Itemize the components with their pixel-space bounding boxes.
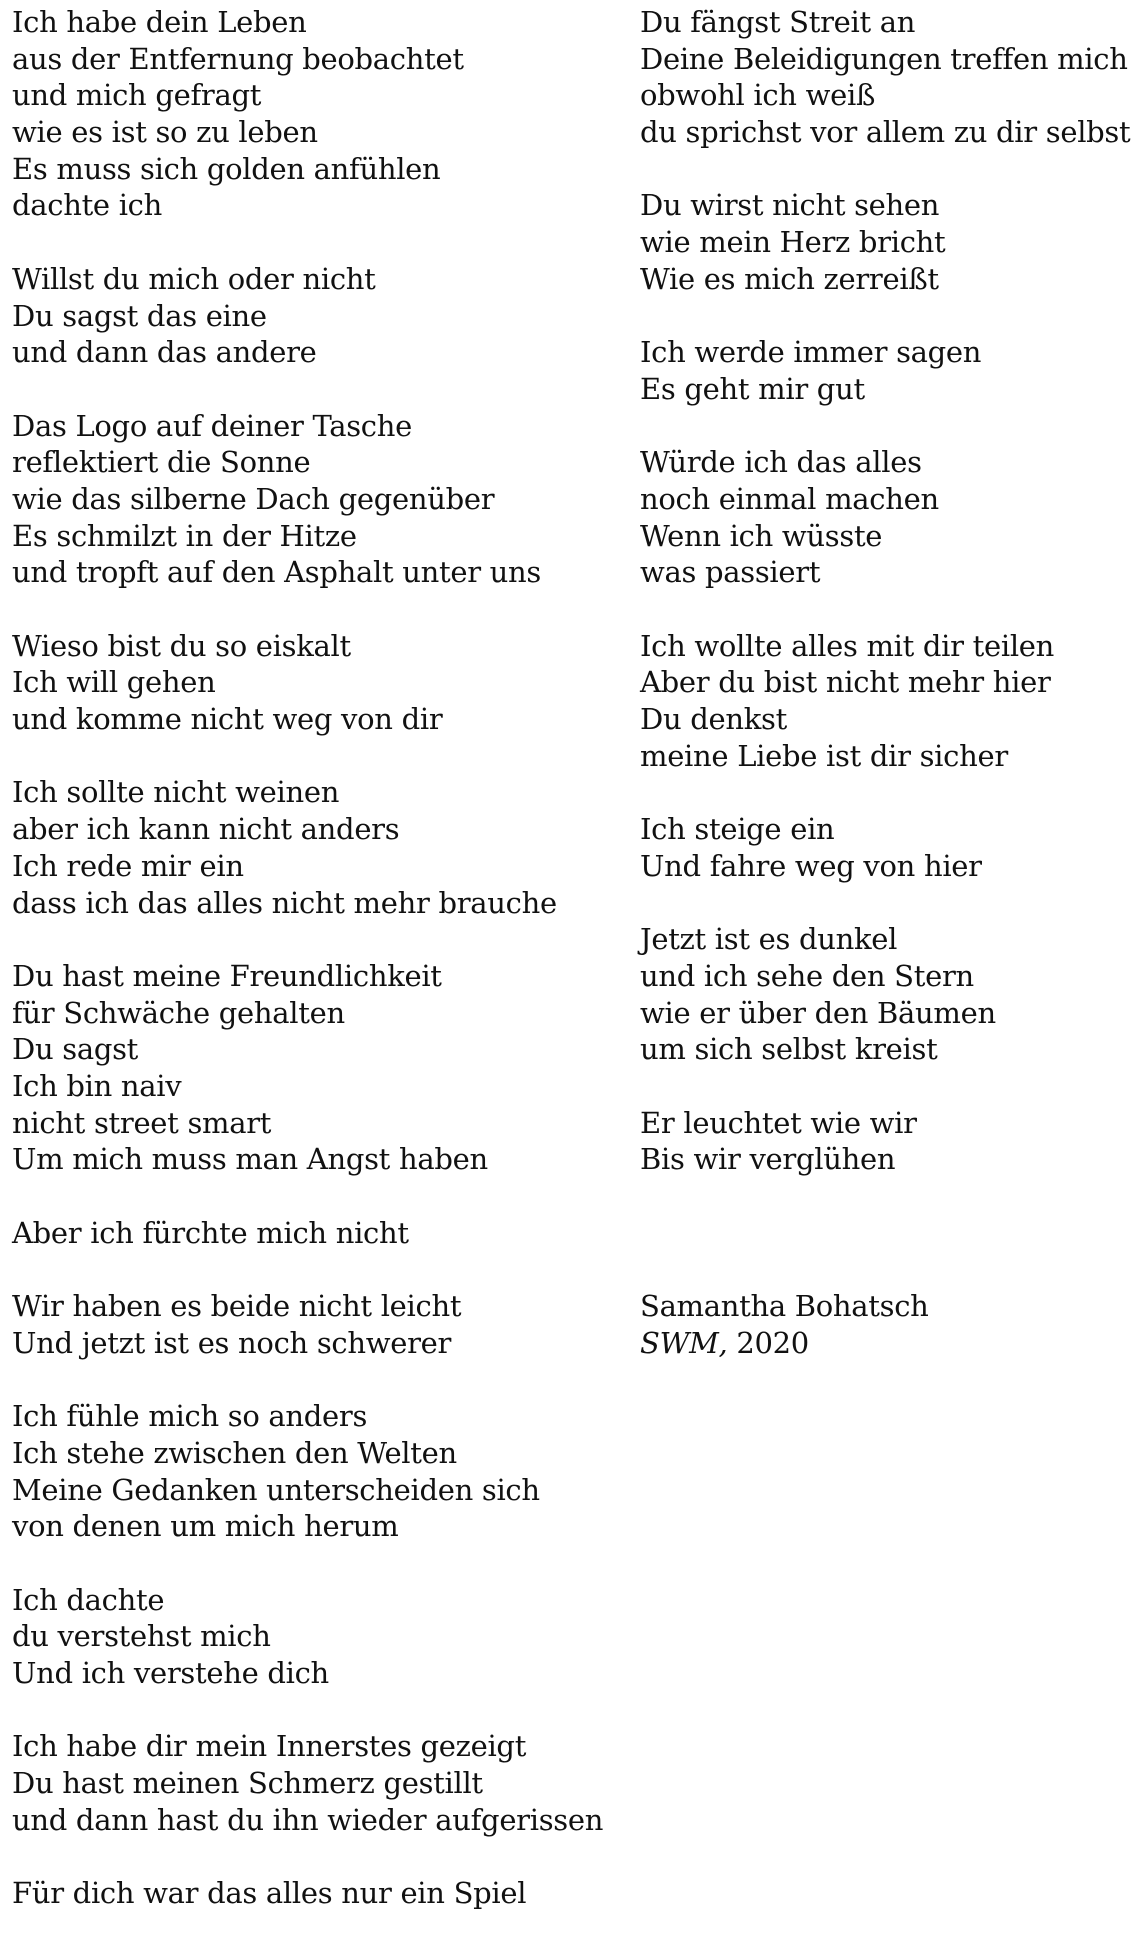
poem-line: und komme nicht weg von dir (12, 702, 443, 737)
poem-line: Ich dachte (12, 1582, 165, 1617)
stanza (640, 1105, 1130, 1178)
poem-line: Ich steige ein (640, 812, 835, 847)
poem-line: du sprichst vor allem zu dir selbst (640, 115, 1131, 150)
stanza (12, 1288, 612, 1361)
poem-line: von denen um mich herum (12, 1509, 399, 1544)
stanza (12, 1875, 612, 1912)
poem-line: obwohl ich weiß (640, 78, 876, 113)
poem-line: Wir haben es beide nicht leicht (12, 1289, 462, 1324)
stanza (640, 334, 1130, 407)
stanza (12, 1398, 612, 1545)
poem-line: Es geht mir gut (640, 371, 865, 406)
poem-line: Du fängst Streit an (640, 5, 916, 39)
poem-line: Ich sollte nicht weinen (12, 775, 340, 810)
poem-line: Deine Beleidigungen treffen mich (640, 41, 1128, 76)
poem-left-column (12, 4, 612, 1948)
poem-line: und mich gefragt (12, 78, 262, 113)
poem-line: wie es ist so zu leben (12, 115, 318, 150)
poem-right-column (640, 4, 1130, 1361)
poem-line: Aber ich fürchte mich nicht (12, 1215, 409, 1250)
stanza (12, 261, 612, 371)
poem-line: Wie es mich zerreißt (640, 261, 939, 296)
poem-line: wie er über den Bäumen (640, 995, 996, 1030)
stanza (640, 628, 1130, 775)
poem-line: Ich wollte alles mit dir teilen (640, 628, 1055, 663)
poem-line: nicht street smart (12, 1105, 272, 1140)
stanza (12, 4, 612, 224)
stanza (12, 1582, 612, 1692)
poem-line: reflektiert die Sonne (12, 445, 311, 480)
poem-line: Ich rede mir ein (12, 848, 244, 883)
right-stanzas (640, 4, 1130, 1178)
poem-line: du verstehst mich (12, 1619, 271, 1654)
poem-line: was passiert (640, 555, 821, 590)
poem-line: und dann das andere (12, 335, 317, 370)
poem-line: Du sagst (12, 1032, 139, 1067)
stanza (640, 811, 1130, 884)
work-title: SWM, (640, 1325, 728, 1360)
poem-line: Für dich war das alles nur ein Spiel (12, 1876, 527, 1911)
poem-line: Und jetzt ist es noch schwerer (12, 1325, 452, 1360)
poem-line: Bis wir verglühen (640, 1142, 896, 1177)
poem-line: Ich stehe zwischen den Welten (12, 1435, 457, 1470)
poem-line: um sich selbst kreist (640, 1032, 938, 1067)
poem-line: wie das silberne Dach gegenüber (12, 481, 495, 516)
poem-line: wie mein Herz bricht (640, 225, 946, 260)
stanza (12, 1215, 612, 1252)
poem-line: Aber du bist nicht mehr hier (640, 665, 1051, 700)
poem-line: und tropft auf den Asphalt unter uns (12, 555, 542, 590)
signature (640, 1288, 1130, 1361)
poem-line: Du wirst nicht sehen (640, 188, 940, 223)
poem-line: Würde ich das alles (640, 445, 922, 480)
poem-line: und dann hast du ihn wieder aufgerissen (12, 1802, 604, 1837)
stanza (12, 958, 612, 1178)
poem-line: Es schmilzt in der Hitze (12, 518, 357, 553)
poem-line: Ich bin naiv (12, 1068, 182, 1103)
poem-line: Um mich muss man Angst haben (12, 1142, 488, 1177)
stanza (640, 444, 1130, 591)
poem-line: Du sagst das eine (12, 298, 267, 333)
poem-line: Und fahre weg von hier (640, 848, 982, 883)
poem-line: noch einmal machen (640, 481, 939, 516)
poem-line: meine Liebe ist dir sicher (640, 738, 1008, 773)
work-citation (640, 1325, 1130, 1362)
poem-line: aus der Entfernung beobachtet (12, 41, 464, 76)
poem-line: Willst du mich oder nicht (12, 261, 376, 296)
poem-line: dass ich das alles nicht mehr brauche (12, 885, 557, 920)
stanza (12, 774, 612, 921)
poem-line: Und ich verstehe dich (12, 1655, 329, 1690)
poem-line: Ich fühle mich so anders (12, 1399, 368, 1434)
poem-line: Es muss sich golden anfühlen (12, 151, 441, 186)
poem-line: für Schwäche gehalten (12, 995, 345, 1030)
stanza (640, 921, 1130, 1068)
poem-line: Jetzt ist es dunkel (640, 922, 898, 957)
poem-line: Meine Gedanken unterscheiden sich (12, 1472, 540, 1507)
poem-line: aber ich kann nicht anders (12, 812, 400, 847)
poem-line: und ich sehe den Stern (640, 958, 974, 993)
poem-line: Ich will gehen (12, 665, 216, 700)
poem-line: Das Logo auf deiner Tasche (12, 408, 412, 443)
stanza (12, 628, 612, 738)
stanza (12, 408, 612, 591)
poem-line: Er leuchtet wie wir (640, 1105, 917, 1140)
poem-line: dachte ich (12, 188, 163, 223)
poem-line: Ich habe dein Leben (12, 5, 307, 39)
poem-line: Ich werde immer sagen (640, 335, 982, 370)
author-name: Samantha Bohatsch (640, 1289, 929, 1323)
stanza (12, 1728, 612, 1838)
poem-line: Du hast meine Freundlichkeit (12, 958, 442, 993)
poem-line: Wieso bist du so eiskalt (12, 628, 351, 663)
poem-line: Du hast meinen Schmerz gestillt (12, 1766, 483, 1800)
poem-line: Du denkst (640, 702, 787, 737)
stanza (640, 4, 1130, 151)
poem-line: Ich habe dir mein Innerstes gezeigt (12, 1729, 527, 1764)
stanza (640, 187, 1130, 297)
poem-line: Wenn ich wüsste (640, 518, 883, 553)
work-year: 2020 (736, 1325, 809, 1360)
